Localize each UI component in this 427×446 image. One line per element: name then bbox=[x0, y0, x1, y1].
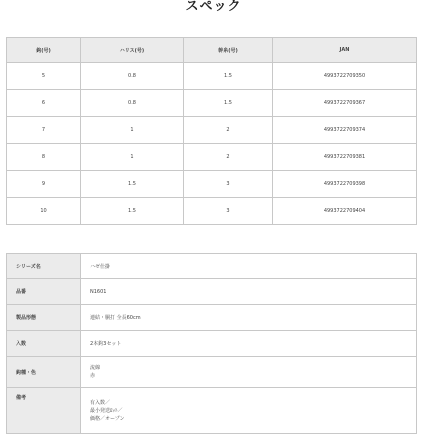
cell-main-line-size: 1.5 bbox=[184, 63, 273, 90]
header-main-line-size: 幹糸(号) bbox=[184, 38, 273, 63]
info-row-series bbox=[7, 254, 417, 279]
cell-leader-size: 0.8 bbox=[81, 90, 184, 117]
notes-line: 最小発送ﾛｯﾄ／ bbox=[90, 407, 123, 414]
cell-main-line-size: 3 bbox=[184, 171, 273, 198]
table-row bbox=[7, 117, 417, 144]
cell-hook-size: 10 bbox=[7, 198, 81, 225]
color-line: 赤 bbox=[90, 373, 96, 379]
spec-header-row bbox=[7, 38, 417, 63]
header-leader-size: ハリス(号) bbox=[81, 38, 184, 63]
cell-jan: 4993722709350 bbox=[273, 63, 417, 90]
quantity-label: 入数 bbox=[7, 331, 81, 357]
cell-main-line-size: 2 bbox=[184, 117, 273, 144]
info-row-form bbox=[7, 305, 417, 331]
table-row bbox=[7, 63, 417, 90]
info-row-notes bbox=[7, 388, 417, 434]
series-label: シリーズ名 bbox=[7, 254, 81, 279]
notes-label: 備考 bbox=[7, 388, 81, 434]
cell-leader-size: 1.5 bbox=[81, 171, 184, 198]
cell-leader-size: 1 bbox=[81, 117, 184, 144]
form-value: 連結・胴打 全長60cm bbox=[81, 305, 417, 331]
info-row-product-no bbox=[7, 279, 417, 305]
product-no-label: 品番 bbox=[7, 279, 81, 305]
table-row bbox=[7, 198, 417, 225]
cell-jan: 4993722709404 bbox=[273, 198, 417, 225]
quantity-value: 2本鈎3セット bbox=[81, 331, 417, 357]
table-row bbox=[7, 171, 417, 198]
cell-hook-size: 9 bbox=[7, 171, 81, 198]
spec-table bbox=[6, 37, 417, 225]
cell-jan: 4993722709381 bbox=[273, 144, 417, 171]
table-row bbox=[7, 90, 417, 117]
product-info-table bbox=[6, 253, 417, 434]
series-value: ハゼ仕掛 bbox=[81, 254, 417, 279]
header-hook-size: 鈎(号) bbox=[7, 38, 81, 63]
info-row-quantity bbox=[7, 331, 417, 357]
cell-leader-size: 1 bbox=[81, 144, 184, 171]
color-line: 流線 bbox=[90, 365, 101, 371]
cell-main-line-size: 1.5 bbox=[184, 90, 273, 117]
product-no-value: N1601 bbox=[81, 279, 417, 305]
cell-jan: 4993722709374 bbox=[273, 117, 417, 144]
cell-main-line-size: 3 bbox=[184, 198, 273, 225]
form-label: 製品形態 bbox=[7, 305, 81, 331]
cell-hook-size: 5 bbox=[7, 63, 81, 90]
cell-leader-size: 1.5 bbox=[81, 198, 184, 225]
cell-jan: 4993722709367 bbox=[273, 90, 417, 117]
cell-jan: 4993722709398 bbox=[273, 171, 417, 198]
notes-line: 有入数／ bbox=[90, 399, 111, 406]
cell-main-line-size: 2 bbox=[184, 144, 273, 171]
info-row-color bbox=[7, 357, 417, 388]
table-row bbox=[7, 144, 417, 171]
cell-leader-size: 0.8 bbox=[81, 63, 184, 90]
cell-hook-size: 7 bbox=[7, 117, 81, 144]
cell-hook-size: 6 bbox=[7, 90, 81, 117]
color-label: 鈎種・色 bbox=[7, 357, 81, 388]
cell-hook-size: 8 bbox=[7, 144, 81, 171]
header-jan: JAN bbox=[273, 38, 417, 63]
notes-value bbox=[81, 388, 417, 434]
page-title: スペック bbox=[185, 0, 242, 14]
notes-line: 価格／オープン bbox=[90, 415, 125, 422]
color-value bbox=[81, 357, 417, 388]
